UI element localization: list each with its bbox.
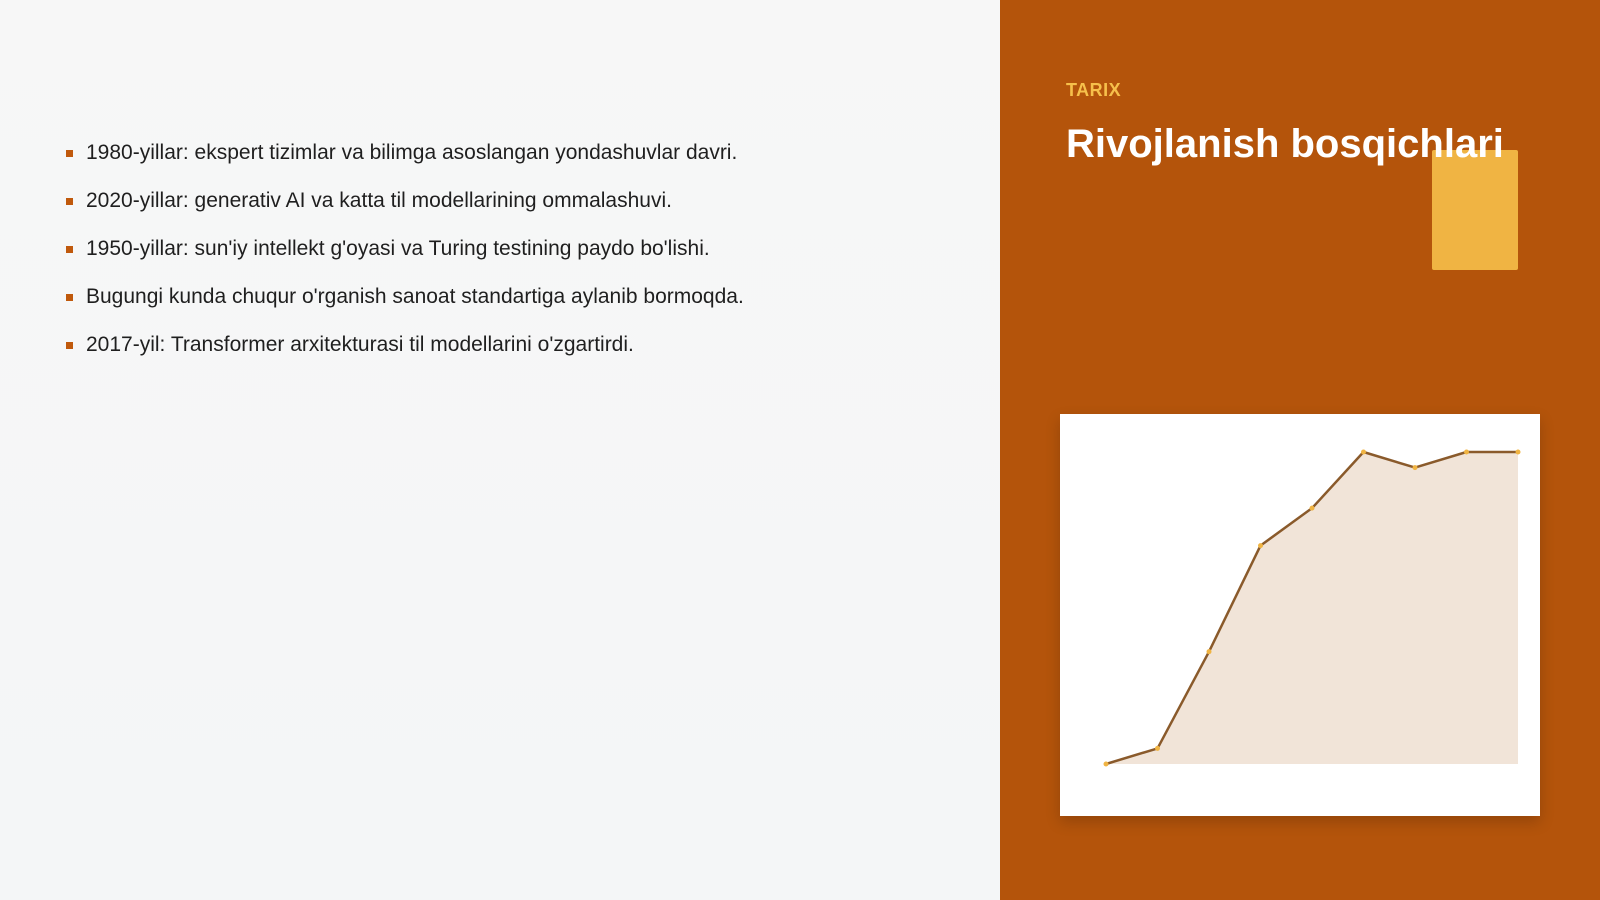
- bullet-text: 2017-yil: Transformer arxitekturasi til modellarini o'zgartirdi.: [86, 333, 634, 356]
- data-point: [1310, 506, 1315, 511]
- chart-card: [1060, 414, 1540, 816]
- bullet-item: [66, 282, 744, 312]
- bullet-text: 1950-yillar: sun'iy intellekt g'oyasi va Turing testining paydo bo'lishi.: [86, 237, 710, 260]
- bullet-item: [66, 234, 744, 264]
- bullet-square-icon: [66, 294, 73, 301]
- data-point: [1361, 450, 1366, 455]
- data-point: [1207, 649, 1212, 654]
- bullet-text: 2020-yillar: generativ AI va katta til modellarining ommalashuvi.: [86, 189, 672, 212]
- data-point: [1516, 450, 1521, 455]
- area-fill: [1106, 452, 1518, 764]
- accent-block: [1432, 150, 1518, 270]
- data-point: [1464, 450, 1469, 455]
- bullet-item: [66, 186, 744, 216]
- bullet-item: [66, 138, 744, 168]
- bullet-text: 1980-yillar: ekspert tizimlar va bilimga asoslangan yondashuvlar davri.: [86, 141, 738, 164]
- bullet-square-icon: [66, 150, 73, 157]
- section-eyebrow: TARIX: [1066, 80, 1122, 100]
- page-title: Rivojlanish bosqichlari: [1066, 122, 1504, 166]
- bullet-list: [66, 138, 744, 378]
- bullet-text: Bugungi kunda chuqur o'rganish sanoat standartiga aylanib bormoqda.: [86, 285, 744, 308]
- bullet-square-icon: [66, 342, 73, 349]
- data-point: [1258, 543, 1263, 548]
- data-point: [1155, 746, 1160, 751]
- bullet-square-icon: [66, 246, 73, 253]
- bullet-item: [66, 330, 744, 360]
- area-chart: [1060, 414, 1540, 816]
- data-point: [1413, 465, 1418, 470]
- data-point: [1104, 762, 1109, 767]
- title-panel: [1000, 0, 1600, 900]
- bullet-square-icon: [66, 198, 73, 205]
